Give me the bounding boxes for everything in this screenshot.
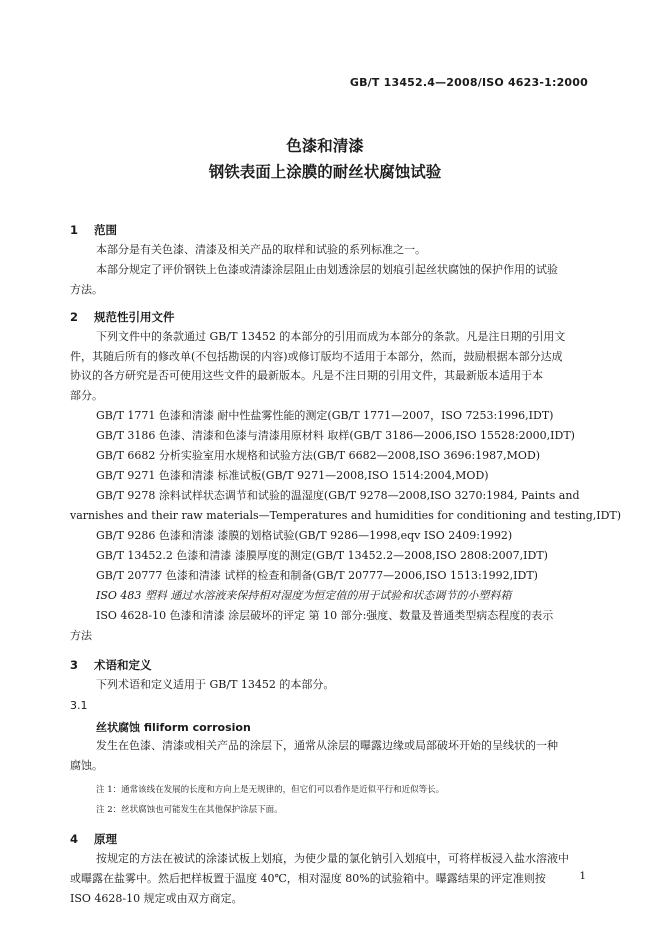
paragraph-line: ISO 4628-10 规定或由双方商定。 <box>70 892 243 905</box>
definition-line: 腐蚀。 <box>70 759 103 772</box>
reference-item: GB/T 9271 色漆和清漆 标准试板(GB/T 9271—2008,ISO 1514:2004,MOD) <box>96 469 489 482</box>
section-title: 范围 <box>94 223 117 237</box>
section-title: 术语和定义 <box>94 658 152 672</box>
title-line-1: 色漆和清漆 <box>286 137 364 155</box>
paragraph-line: 件，其随后所有的修改单(不包括勘误的内容)或修订版均不适用于本部分，然而，鼓励根据本部分达成 <box>70 350 563 363</box>
reference-item-iso483: ISO 483 塑料 通过水溶液来保持相对湿度为恒定值的用于试验和状态调节的小塑料箱 <box>96 589 512 602</box>
note-1: 注 1：通常该线在发展的长度和方向上是无规律的，但它们可以看作是近似平行和近似等长。 <box>96 785 445 795</box>
reference-item-continuation: varnishes and their raw materials—Temperatures and humidities for conditioning and testing,IDT) <box>70 509 622 522</box>
note-2: 注 2：丝状腐蚀也可能发生在其他保护涂层下面。 <box>96 805 283 815</box>
section-3-heading <box>70 657 152 673</box>
section-title: 规范性引用文件 <box>94 310 175 324</box>
title-line-2: 钢铁表面上涂膜的耐丝状腐蚀试验 <box>208 163 442 181</box>
reference-item: GB/T 9278 涂料试样状态调节和试验的温湿度(GB/T 9278—2008,ISO 3270:1984, Paints and <box>96 489 580 502</box>
definition-line: 发生在色漆、清漆或相关产品的涂层下，通常从涂层的曝露边缘或局部破坏开始的呈线状的一种 <box>96 739 558 752</box>
reference-item: GB/T 6682 分析实验室用水规格和试验方法(GB/T 6682—2008,ISO 3696:1987,MOD) <box>96 449 541 462</box>
reference-item-continuation: 方法 <box>70 629 92 642</box>
reference-item-iso4628: ISO 4628-10 色漆和清漆 涂层破坏的评定 第 10 部分:强度、数量及普通类型病态程度的表示 <box>96 609 554 622</box>
paragraph-line: 本部分规定了评价钢铁上色漆或清漆涂层阻止由划透涂层的划痕引起丝状腐蚀的保护作用的试验 <box>96 263 558 276</box>
paragraph-line: 部分。 <box>70 389 103 402</box>
paragraph-line: 方法。 <box>70 283 103 296</box>
section-number: 3 <box>70 658 79 672</box>
section-title: 原理 <box>94 832 117 846</box>
paragraph-line: 按规定的方法在被试的涂漆试板上划痕，为使少量的氯化钠引入划痕中，可将样板浸入盐水溶液中 <box>96 852 569 865</box>
section-4-heading <box>70 831 117 847</box>
reference-item: GB/T 9286 色漆和清漆 漆膜的划格试验(GB/T 9286—1998,eqv ISO 2409:1992) <box>96 529 513 542</box>
page-number: 1 <box>579 870 586 882</box>
term-entry: 丝状腐蚀 filiform corrosion <box>96 721 251 734</box>
reference-item: GB/T 20777 色漆和清漆 试样的检查和制备(GB/T 20777—2006,ISO 1513:1992,IDT) <box>96 569 538 582</box>
standard-number-header: GB/T 13452.4—2008/ISO 4623-1:2000 <box>349 76 588 89</box>
reference-item: GB/T 1771 色漆和清漆 耐中性盐雾性能的测定(GB/T 1771—2007，ISO 7253:1996,IDT) <box>96 409 554 422</box>
section-number: 1 <box>70 223 79 237</box>
paragraph-line: 下列文件中的条款通过 GB/T 13452 的本部分的引用而成为本部分的条款。凡是注日期的引用文 <box>96 330 566 343</box>
paragraph-line: 或曝露在盐雾中。然后把样板置于温度 40℃，相对湿度 80%的试验箱中。曝露结果的评定准则按 <box>70 872 546 885</box>
paragraph-line: 协议的各方研究是否可使用这些文件的最新版本。凡是不注日期的引用文件，其最新版本适用于本 <box>70 369 543 382</box>
subsection-number: 3.1 <box>70 699 88 712</box>
reference-item: GB/T 13452.2 色漆和清漆 漆膜厚度的测定(GB/T 13452.2—2008,ISO 2808:2007,IDT) <box>96 549 548 562</box>
section-number: 2 <box>70 310 79 324</box>
reference-item: GB/T 3186 色漆、清漆和色漆与清漆用原材料 取样(GB/T 3186—2006,ISO 15528:2000,IDT) <box>96 429 575 442</box>
section-number: 4 <box>70 832 79 846</box>
paragraph-line: 本部分是有关色漆、清漆及相关产品的取样和试验的系列标准之一。 <box>96 243 426 256</box>
section-2-heading <box>70 309 175 325</box>
section-1-heading <box>70 222 117 238</box>
paragraph-line: 下列术语和定义适用于 GB/T 13452 的本部分。 <box>96 678 335 691</box>
